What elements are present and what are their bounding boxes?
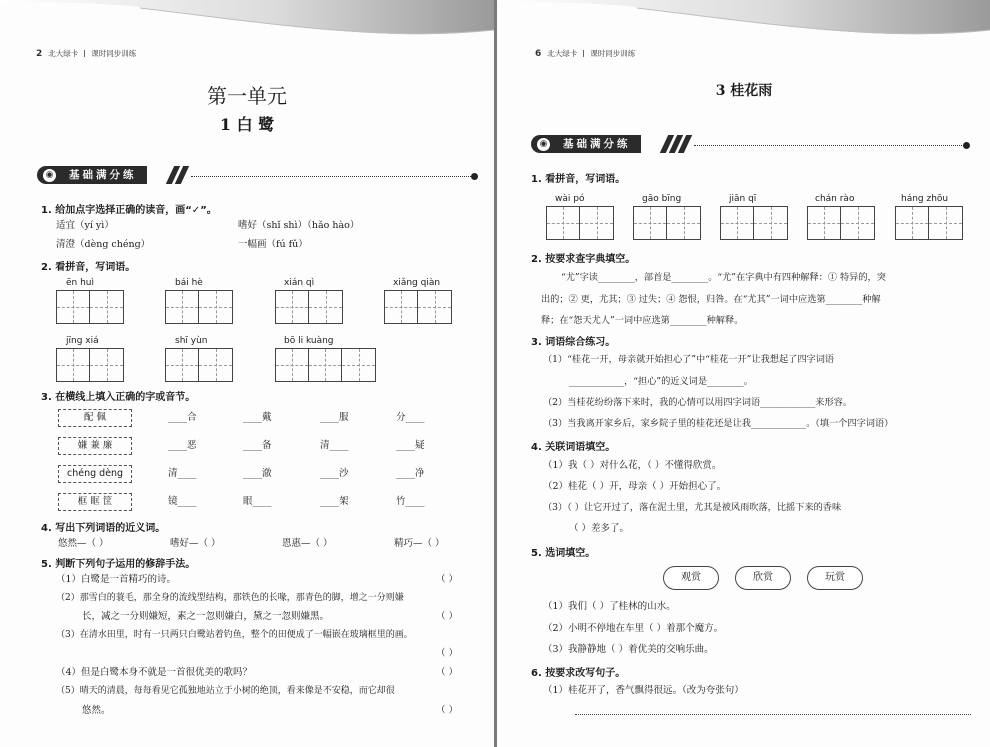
synonym-item[interactable]: 恩惠—（ ） xyxy=(282,538,333,549)
header-brand: 北大绿卡 xyxy=(547,49,578,58)
word-choice-cloud: 玩赏 xyxy=(807,566,863,590)
header-swoosh-decoration xyxy=(497,0,990,48)
synonym-item[interactable]: 悠然—（ ） xyxy=(58,538,109,549)
fill-blank[interactable]: ____恶 xyxy=(168,440,197,451)
question-6-title: 6. 按要求改写句子。 xyxy=(531,668,626,679)
fill-blank[interactable]: ____疑 xyxy=(396,440,425,451)
section-label: 基础满分练 xyxy=(531,135,641,153)
question-2-title: 2. 按要求查字典填空。 xyxy=(531,254,636,265)
unit-title: 第一单元 xyxy=(207,84,287,108)
q4-line: （ ）差多了。 xyxy=(569,523,630,534)
writing-grid[interactable] xyxy=(546,206,614,240)
lesson-title: 3 桂花雨 xyxy=(715,83,773,99)
q5-line: （2）小明不停地在车里（ ）着那个魔方。 xyxy=(543,623,724,634)
writing-grid[interactable] xyxy=(895,206,963,240)
fill-blank[interactable]: 分____ xyxy=(396,412,425,423)
q4-line: （2）桂花（ ）开，母亲（ ）开始担心了。 xyxy=(543,481,727,492)
owl-logo-icon: ◉ xyxy=(41,167,58,184)
writing-grid[interactable] xyxy=(275,290,343,324)
section-banner xyxy=(37,164,487,186)
fill-blank[interactable]: 清____ xyxy=(168,468,197,479)
question-1-title: 1. 给加点字选择正确的读音，画“✓”。 xyxy=(41,205,217,216)
question-2-title: 2. 看拼音，写词语。 xyxy=(41,262,136,273)
q5-line: （3）我静静地（ ）着优美的交响乐曲。 xyxy=(543,644,714,655)
question-4-title: 4. 关联词语填空。 xyxy=(531,442,616,453)
section-label: 基础满分练 xyxy=(37,166,147,184)
q3-line: （2）当桂花纷纷落下来时，我的心情可以用四字词语____________来形容。 xyxy=(543,397,853,408)
fill-blank[interactable]: ____服 xyxy=(320,412,349,423)
header-swoosh-decoration xyxy=(0,0,494,48)
pinyin-label: shī yùn xyxy=(175,336,208,346)
q3-line: （1）“桂花一开，母亲就开始担心了”中“桂花一开”让我想起了四字词语 xyxy=(543,354,835,365)
fill-blank[interactable]: ____澈 xyxy=(243,468,272,479)
fill-blank[interactable]: 眼____ xyxy=(243,496,272,507)
answer-paren[interactable]: （ ） xyxy=(436,705,459,716)
q4-line: （3）（ ）让它开过了，落在泥土里，尤其是被风雨吹落，比摇下来的香味 xyxy=(543,502,842,513)
question-3-title: 3. 在横线上填入正确的字或音节。 xyxy=(41,392,196,403)
header-series: 课时同步训练 xyxy=(590,49,636,58)
sentence-2: （2）那雪白的蓑毛，那全身的流线型结构，那铁色的长喙，那青色的脚，增之一分则嫌 xyxy=(56,593,404,603)
writing-grid[interactable] xyxy=(807,206,875,240)
fill-blank[interactable]: ____合 xyxy=(168,412,197,423)
running-header xyxy=(36,48,136,59)
pinyin-box: chéng dèng xyxy=(58,465,132,483)
left-page xyxy=(0,0,494,747)
q5-line: （1）我们（ ）了桂林的山水。 xyxy=(543,601,676,612)
pinyin-label: wài pó xyxy=(555,194,585,204)
q6-line: （1）桂花开了，香气飘得很远。（改为夸张句） xyxy=(543,685,744,696)
q2-line: 出的；② 更，尤其；③ 过失；④ 怨恨，归咎。在“尤其”一词中应选第________种解 xyxy=(541,294,881,305)
sentence-1: （1）白鹭是一首精巧的诗。 xyxy=(56,574,177,585)
sentence-3: （3）在清水田里，时有一只两只白鹭站着钓鱼，整个的田便成了一幅嵌在玻璃框里的画。 xyxy=(56,630,413,640)
fill-blank[interactable]: ____戴 xyxy=(243,412,272,423)
sentence-2-cont: 长，减之一分则嫌短，素之一忽则嫌白，黛之一忽则嫌黑。 xyxy=(82,611,330,622)
pinyin-label: jiān qī xyxy=(729,194,757,204)
q1-item: 清澄（dèng chéng） xyxy=(56,239,151,250)
writing-grid[interactable] xyxy=(165,348,233,382)
pinyin-label: háng zhōu xyxy=(901,194,949,204)
pinyin-label: ēn huì xyxy=(66,278,95,288)
header-series: 课时同步训练 xyxy=(91,49,137,58)
pinyin-label: jīng xiá xyxy=(66,336,99,346)
right-page xyxy=(497,0,990,747)
pinyin-label: gāo bīng xyxy=(642,194,682,204)
character-box: 框 眶 筐 xyxy=(58,493,132,511)
fill-blank[interactable]: ____沙 xyxy=(320,468,349,479)
character-box: 配 佩 xyxy=(58,409,132,427)
fill-blank[interactable]: ____备 xyxy=(243,440,272,451)
writing-grid[interactable] xyxy=(384,290,452,324)
writing-grid[interactable] xyxy=(56,290,124,324)
q3-line: （3）当我离开家乡后，家乡院子里的桂花还是让我____________。（填一个四字词语） xyxy=(543,418,894,429)
running-header xyxy=(535,48,635,59)
fill-blank[interactable]: 竹____ xyxy=(396,496,425,507)
page-number: 6 xyxy=(535,49,542,59)
lesson-title: 1 白 鹭 xyxy=(219,115,275,134)
q1-item: 嗜好（shǐ shì）（hǎo hào） xyxy=(238,220,360,231)
section-banner xyxy=(531,133,981,155)
q2-line: 释；在“怨天尤人”一词中应选第________种解释。 xyxy=(541,315,744,326)
question-4-title: 4. 写出下列词语的近义词。 xyxy=(41,523,166,534)
q1-item: 一幅画（fú fǔ） xyxy=(238,239,308,250)
writing-grid[interactable] xyxy=(165,290,233,324)
fill-blank[interactable]: 镜____ xyxy=(168,496,197,507)
pinyin-label: xiǎng qiàn xyxy=(393,278,441,288)
sentence-4: （4）但是白鹭本身不就是一首很优美的歌吗？ xyxy=(56,667,253,678)
synonym-item[interactable]: 精巧—（ ） xyxy=(394,538,445,549)
fill-blank[interactable]: ____架 xyxy=(320,496,349,507)
q4-line: （1）我（ ）对什么花，（ ）不懂得欣赏。 xyxy=(543,460,722,471)
character-box: 嫌 兼 廉 xyxy=(58,437,132,455)
word-choice-cloud: 观赏 xyxy=(663,566,719,590)
page-number: 2 xyxy=(36,49,43,59)
writing-grid[interactable] xyxy=(633,206,701,240)
pinyin-label: chán rào xyxy=(815,194,855,204)
q3-line: ____________，“担心”的近义词是________。 xyxy=(569,376,753,387)
writing-grid[interactable] xyxy=(720,206,788,240)
pinyin-label: xián qì xyxy=(284,278,315,288)
answer-paren[interactable]: （ ） xyxy=(436,667,459,678)
question-1-title: 1. 看拼音，写词语。 xyxy=(531,174,626,185)
writing-grid[interactable] xyxy=(275,348,376,382)
answer-paren[interactable]: （ ） xyxy=(436,611,459,622)
writing-grid[interactable] xyxy=(56,348,124,382)
fill-blank[interactable]: ____净 xyxy=(396,468,425,479)
sentence-5: （5）晴天的清晨，每每看见它孤独地站立于小树的绝顶，看来像是不安稳，而它却很 xyxy=(56,686,395,696)
q1-item: 适宜（yí yì） xyxy=(56,220,114,231)
question-5-title: 5. 判断下列句子运用的修辞手法。 xyxy=(41,559,196,570)
answer-paren[interactable]: （ ） xyxy=(436,648,459,659)
answer-paren[interactable]: （ ） xyxy=(436,574,459,585)
sentence-5-cont: 悠然。 xyxy=(82,705,111,716)
question-5-title: 5. 选词填空。 xyxy=(531,548,596,559)
header-brand: 北大绿卡 xyxy=(48,49,79,58)
word-choice-cloud: 欣赏 xyxy=(735,566,791,590)
answer-line[interactable] xyxy=(575,714,971,715)
fill-blank[interactable]: 清____ xyxy=(320,440,349,451)
synonym-item[interactable]: 嗜好—（ ） xyxy=(170,538,221,549)
q2-line: “尤”字读________，部首是________。“尤”在字典中有四种解释：① 特异的，突 xyxy=(561,272,886,283)
owl-logo-icon: ◉ xyxy=(535,136,552,153)
pinyin-label: bō li kuàng xyxy=(284,336,334,346)
question-3-title: 3. 词语综合练习。 xyxy=(531,337,616,348)
pinyin-label: bái hè xyxy=(175,278,203,288)
